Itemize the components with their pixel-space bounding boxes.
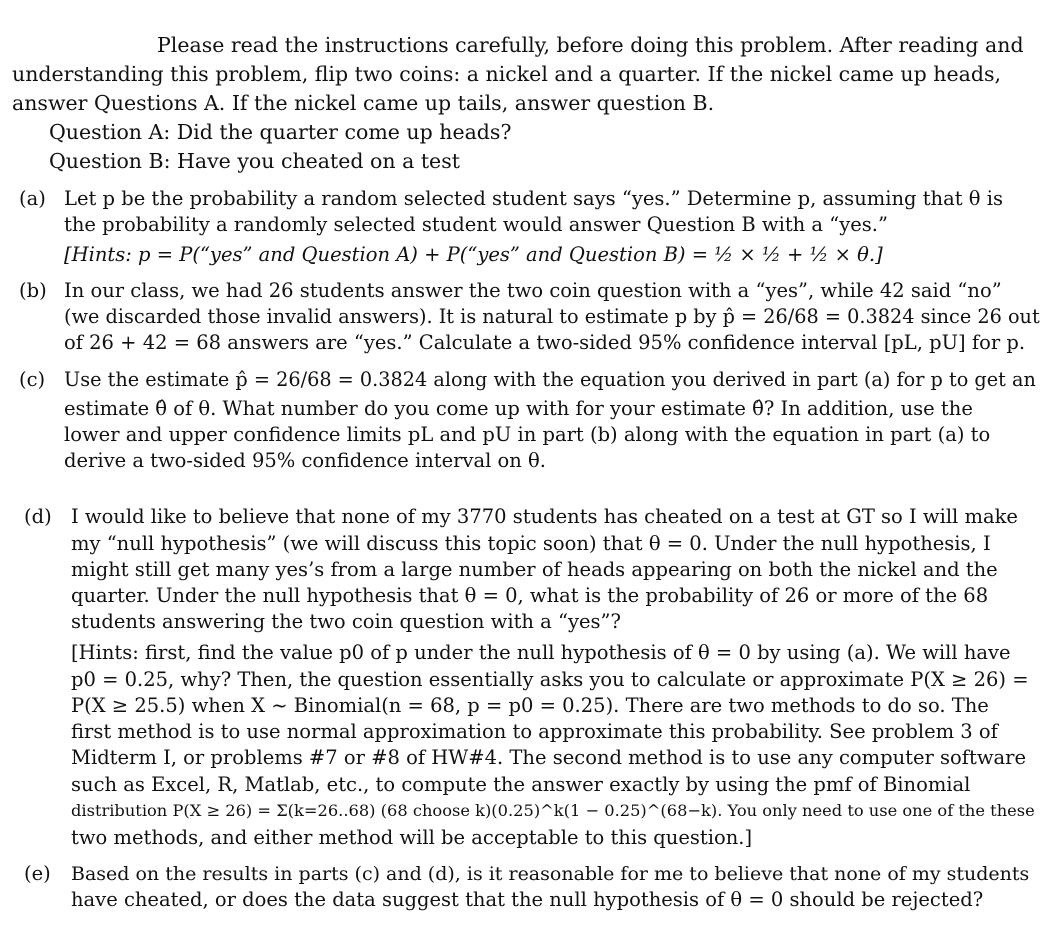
part-c-label: (c)	[19, 368, 46, 391]
part-d-hint-line-3: P(X ≥ 25.5) when X ~ Binomial(n = 68, p = p0 = 0.25). There are two methods to do so. The	[71, 694, 989, 717]
part-d-label: (d)	[24, 505, 52, 528]
part-d-hint-line-2: p0 = 0.25, why? Then, the question essentially asks you to calculate or approximate P(X ≥ 26) =	[71, 668, 1029, 691]
part-a-line-1: Let p be the probability a random selected student says “yes.” Determine p, assuming that θ is	[64, 187, 1003, 210]
part-d-line-1: I would like to believe that none of my 3770 students has cheated on a test at GT so I will make	[71, 505, 1018, 528]
part-d-hint-line-1: [Hints: first, find the value p0 of p under the null hypothesis of θ = 0 by using (a). We will have	[71, 641, 1011, 664]
part-c-line-1: Use the estimate p̂ = 26/68 = 0.3824 along with the equation you derived in part (a) for p to get an	[64, 368, 1036, 391]
part-a-line-2: the probability a randomly selected student would answer Question B with a “yes.”	[64, 213, 888, 236]
part-d-hint-line-5: Midterm I, or problems #7 or #8 of HW#4. The second method is to use any computer software	[71, 746, 1027, 769]
part-c-line-3: lower and upper confidence limits pL and pU in part (b) along with the equation in part (a) to	[64, 423, 991, 446]
part-d-hint-line-8: two methods, and either method will be acceptable to this question.]	[71, 826, 753, 849]
part-a-label: (a)	[19, 187, 46, 210]
question-b-text: Question B: Have you cheated on a test	[49, 149, 460, 173]
part-c-line-2: estimate θ̂ of θ. What number do you come up with for your estimate θ̂? In addition, use the	[64, 397, 973, 420]
part-b-line-1: In our class, we had 26 students answer the two coin question with a “yes”, while 42 said “no”	[64, 279, 1002, 302]
question-a-text: Question A: Did the quarter come up heads?	[49, 120, 512, 144]
part-e-line-2: have cheated, or does the data suggest that the null hypothesis of θ = 0 should be rejected?	[71, 888, 984, 911]
part-e-line-1: Based on the results in parts (c) and (d), is it reasonable for me to believe that none of my students	[71, 863, 1030, 885]
intro-line-3: answer Questions A. If the nickel came up tails, answer question B.	[12, 91, 715, 115]
part-d-hint-line-6: such as Excel, R, Matlab, etc., to compute the answer exactly by using the pmf of Binomial	[71, 773, 971, 796]
part-d-line-4: quarter. Under the null hypothesis that θ = 0, what is the probability of 26 or more of the 68	[71, 584, 989, 607]
part-c-line-4: derive a two-sided 95% confidence interval on θ.	[64, 449, 546, 472]
intro-line-2: understanding this problem, flip two coins: a nickel and a quarter. If the nickel came up heads,	[12, 62, 1001, 86]
part-d-line-5: students answering the two coin question with a “yes”?	[71, 610, 621, 633]
part-d-hint-line-4: first method is to use normal approximation to approximate this probability. See problem 3 of	[71, 720, 998, 743]
part-b-label: (b)	[19, 279, 47, 302]
part-a-hint: [Hints: p = P(“yes” and Question A) + P(“yes” and Question B) = ½ × ½ + ½ × θ.]	[64, 243, 883, 266]
part-b-line-2: (we discarded those invalid answers). It is natural to estimate p by p̂ = 26/68 = 0.3824 since 26 out	[64, 305, 1040, 328]
part-d-line-3: might still get many yes’s from a large number of heads appearing on both the nickel and the	[71, 558, 998, 581]
part-d-line-2: my “null hypothesis” (we will discuss this topic soon) that θ = 0. Under the null hypothesis, I	[71, 532, 991, 555]
part-d-hint-line-7: distribution P(X ≥ 26) = Σ(k=26..68) (68 choose k)(0.25)^k(1 − 0.25)^(68−k). You only need to use one of the these	[71, 801, 1035, 820]
part-e-label: (e)	[24, 862, 51, 885]
intro-line-1: Please read the instructions carefully, before doing this problem. After reading and	[157, 33, 1024, 57]
part-b-line-3: of 26 + 42 = 68 answers are “yes.” Calculate a two-sided 95% confidence interval [pL, pU] for p.	[64, 331, 1026, 354]
